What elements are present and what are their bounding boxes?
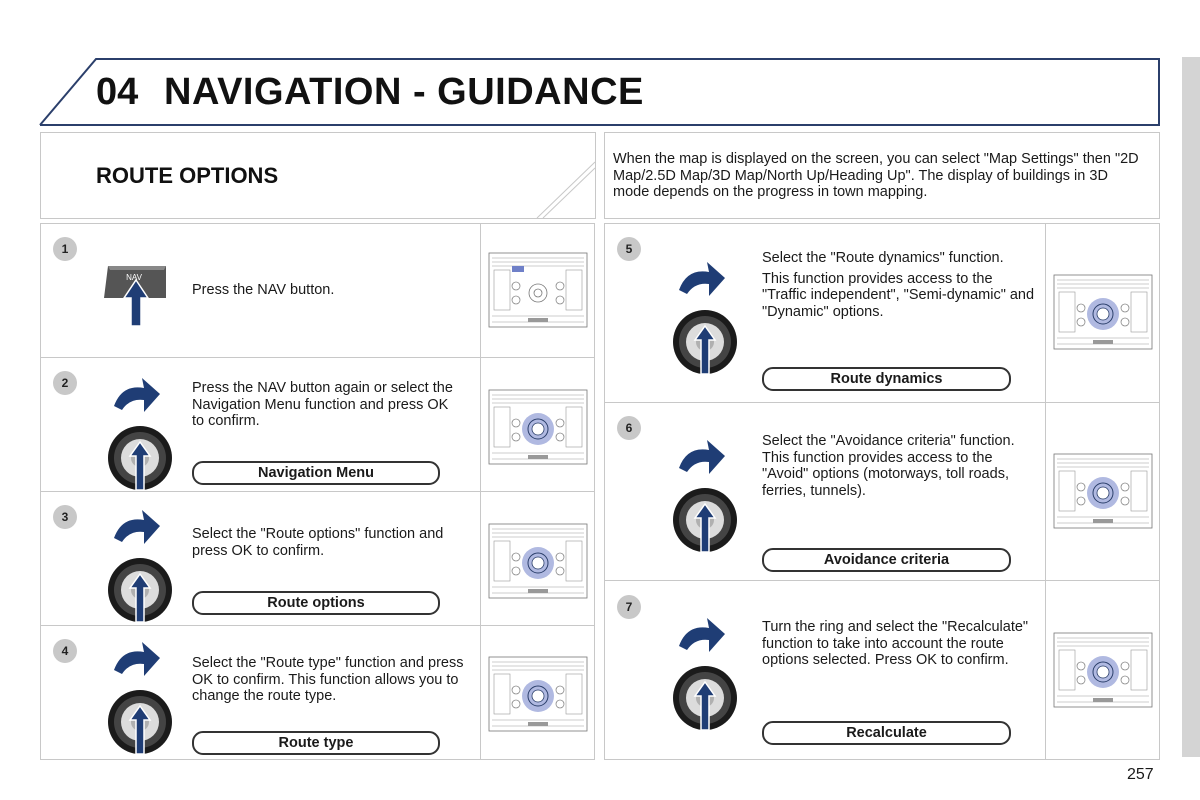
step-2-number-badge: 2 <box>53 371 77 395</box>
step-6-number-badge: 6 <box>617 416 641 440</box>
recalculate-label: Recalculate <box>762 721 1011 745</box>
step-4-text: Select the "Route type" function and press OK to confirm. This function allows you to change the route type. <box>192 655 464 704</box>
route-dynamics-label: Route dynamics <box>762 367 1011 391</box>
rotary-knob-icon <box>100 504 180 624</box>
nav-button-icon <box>102 258 172 328</box>
rotary-knob-icon <box>100 372 180 492</box>
step-1-text: Press the NAV button. <box>192 282 335 298</box>
section-title-corner <box>535 132 597 220</box>
console-thumbnail-icon <box>488 252 588 328</box>
step-5-text-block <box>762 250 1036 324</box>
chapter-header <box>38 57 1161 127</box>
chapter-number: 04 <box>96 71 139 113</box>
step-4-number-badge: 4 <box>53 639 77 663</box>
step-7-number-badge: 7 <box>617 595 641 619</box>
step-7-text: Turn the ring and select the "Recalculate" function to take into account the route options selected. Press OK to confirm. <box>762 619 1029 668</box>
step-6-text: Select the "Avoidance criteria" function. This function provides access to the "Avoid" options (motorways, toll roads, ferries, tunnels). <box>762 433 1015 499</box>
step-2-text: Press the NAV button again or select the Navigation Menu function and press OK to confirm. <box>192 380 453 429</box>
step-5-number-badge: 5 <box>617 237 641 261</box>
chapter-tab <box>1182 57 1200 757</box>
rotary-knob-icon <box>665 434 745 554</box>
step-3-number-badge: 3 <box>53 505 77 529</box>
step-5-text: Select the "Route dynamics" function. <box>762 250 1004 266</box>
step-3-text: Select the "Route options" function and press OK to confirm. <box>192 526 444 559</box>
console-thumbnail-icon <box>488 389 588 465</box>
avoidance-criteria-label: Avoidance criteria <box>762 548 1011 572</box>
route-type-label: Route type <box>192 731 440 755</box>
rotary-knob-icon <box>665 256 745 376</box>
rotary-knob-icon <box>100 636 180 756</box>
step-1-number-badge: 1 <box>53 237 77 261</box>
rotary-knob-icon <box>665 612 745 732</box>
intro-text: When the map is displayed on the screen, you can select "Map Settings" then "2D Map/2.5D Map/3D Map/North Up/Heading Up". The display of buildings in 3D mode depends on the progress in town mapping. <box>613 151 1139 200</box>
console-thumbnail-icon <box>488 656 588 732</box>
route-options-label: Route options <box>192 591 440 615</box>
console-thumbnail-icon <box>1053 632 1153 708</box>
console-thumbnail-icon <box>1053 274 1153 350</box>
navigation-menu-label: Navigation Menu <box>192 461 440 485</box>
step-5-text-detail: This function provides access to the "Traffic independent", "Semi-dynamic" and "Dynamic" options. <box>762 270 1035 320</box>
console-thumbnail-icon <box>1053 453 1153 529</box>
page-number: 257 <box>1127 766 1154 783</box>
chapter-title: NAVIGATION - GUIDANCE <box>164 71 644 113</box>
section-title: ROUTE OPTIONS <box>96 163 279 188</box>
console-thumbnail-icon <box>488 523 588 599</box>
